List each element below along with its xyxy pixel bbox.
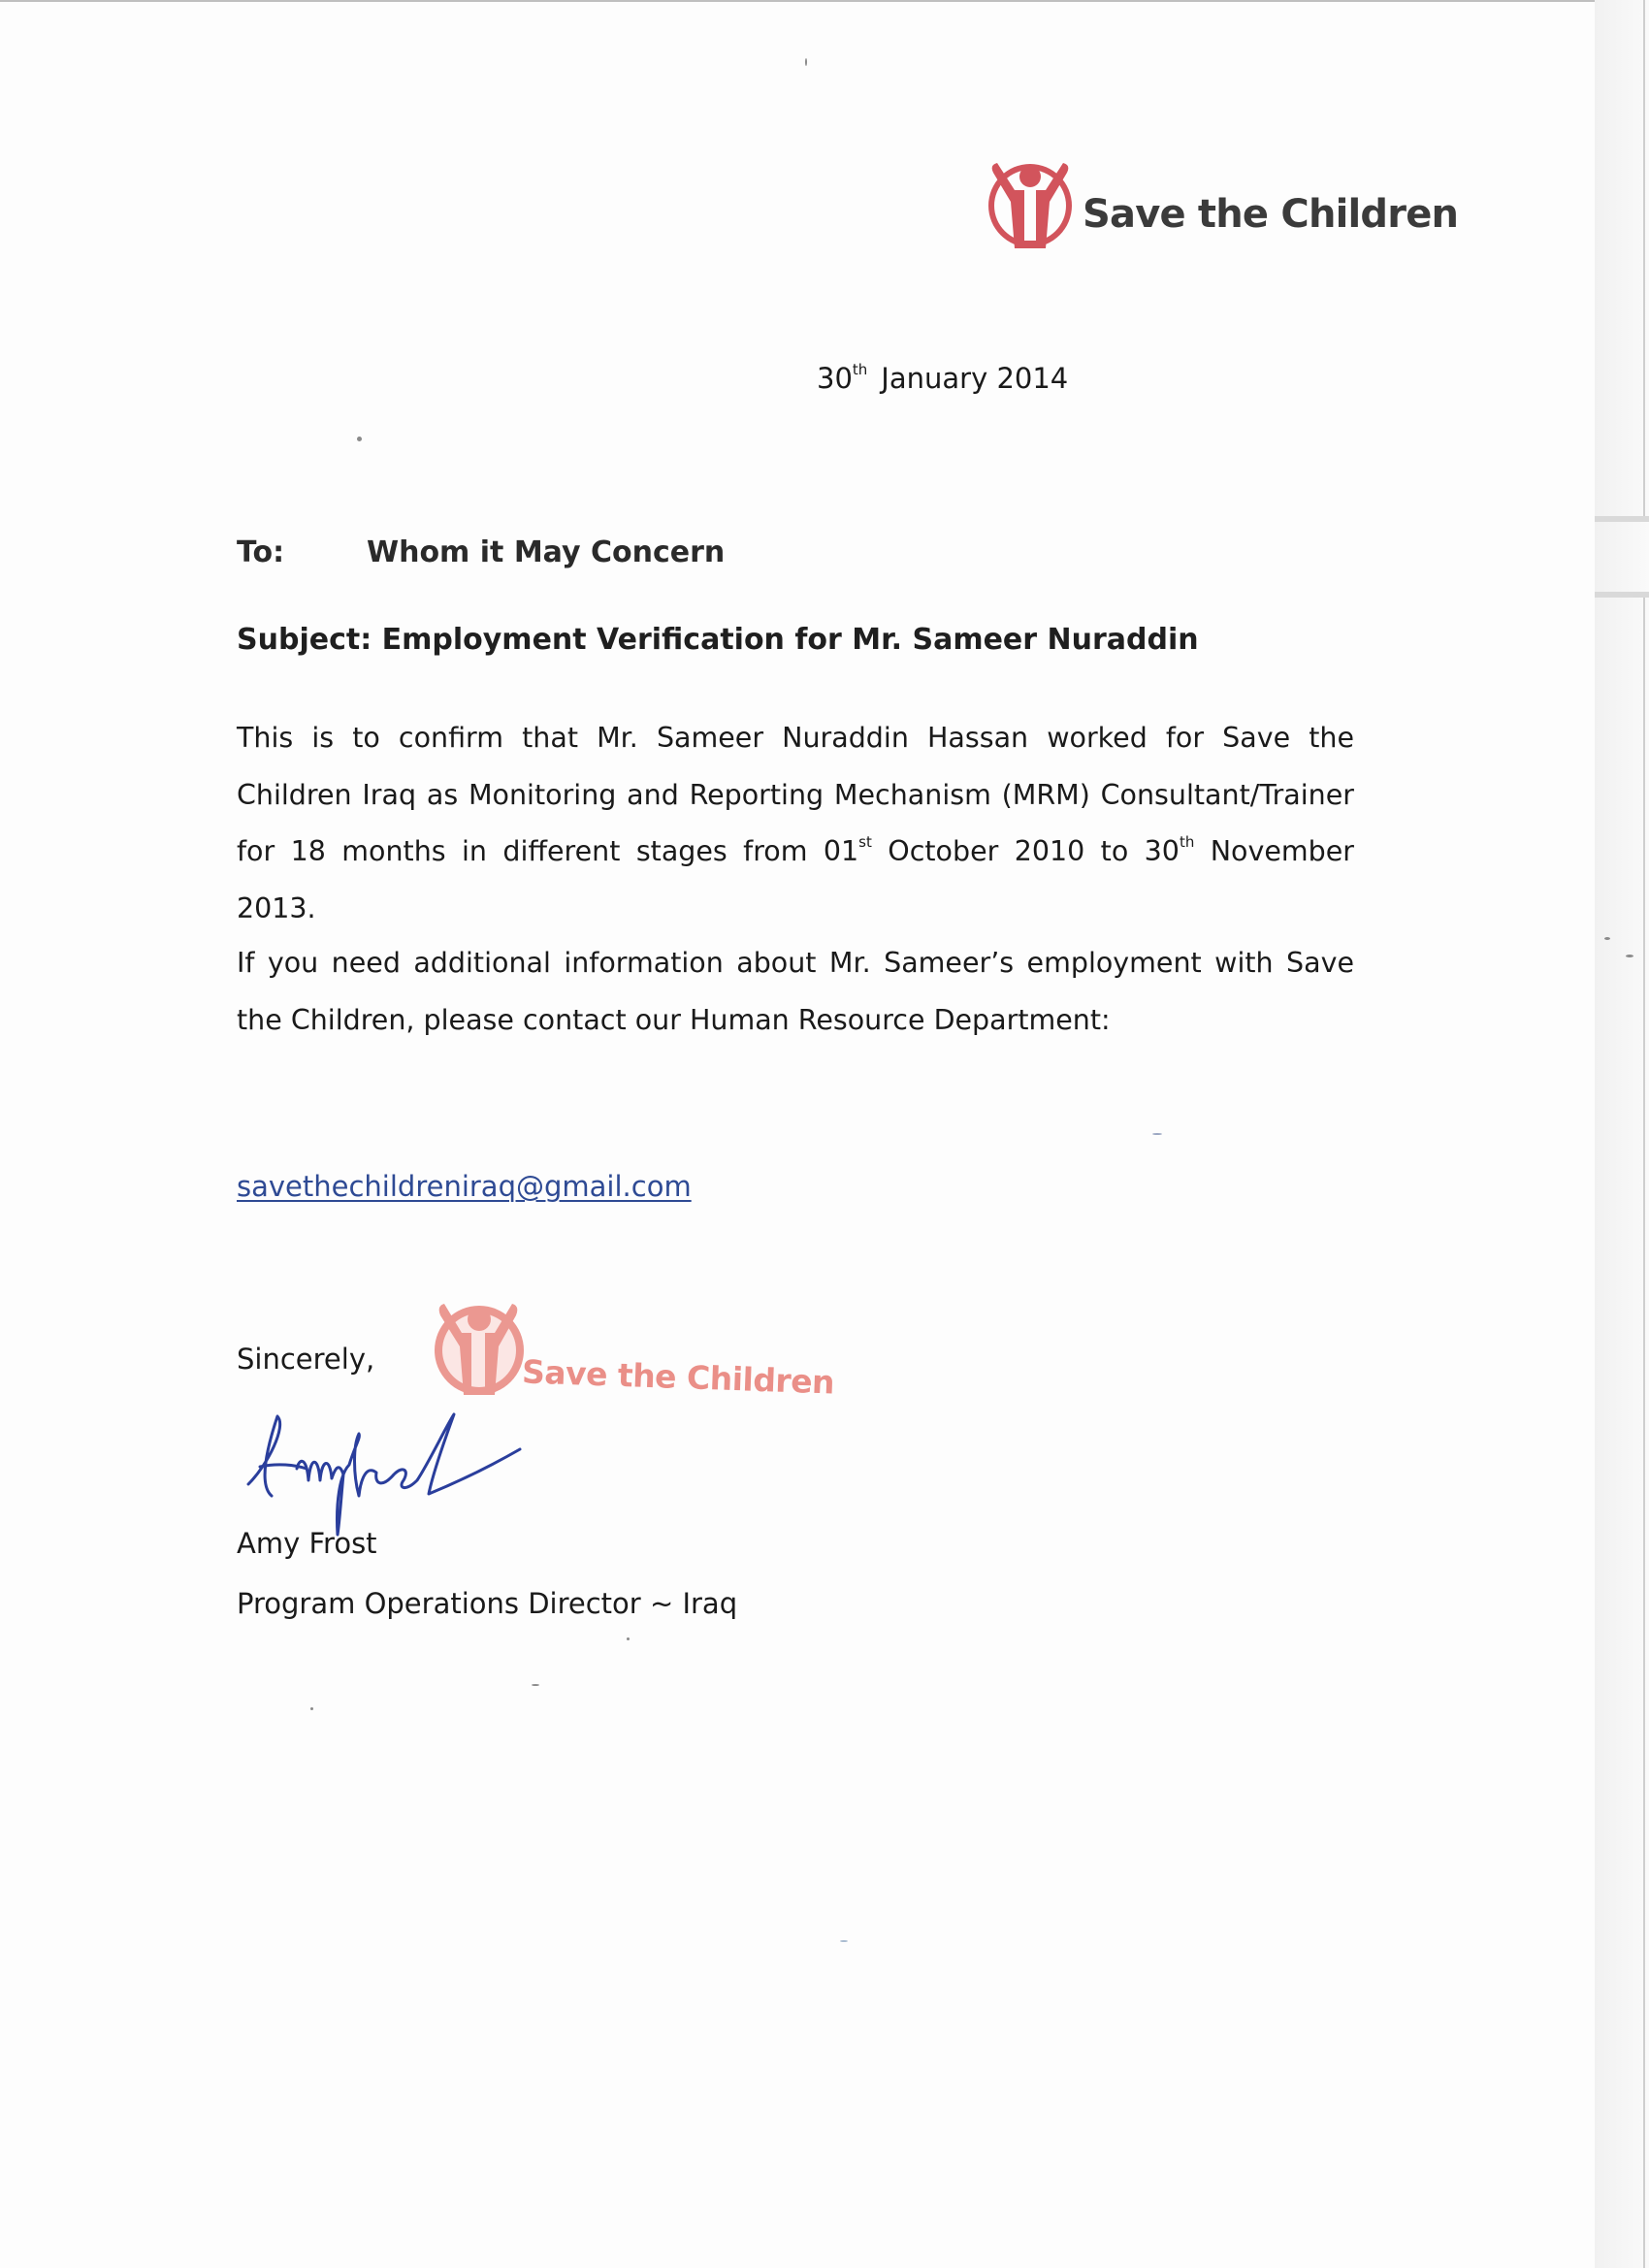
scan-speck — [357, 437, 362, 441]
scan-speck — [805, 58, 807, 66]
signer-name: Amy Frost — [237, 1527, 377, 1560]
organization-name: Save the Children — [1083, 192, 1459, 237]
scan-speck — [310, 1707, 313, 1710]
hr-email-link[interactable]: savethechildreniraq@gmail.com — [237, 1170, 692, 1203]
recipient-label: To: — [237, 535, 285, 569]
closing-salutation: Sincerely, — [237, 1343, 375, 1376]
scan-edge-right — [1595, 0, 1649, 2268]
scan-edge-line — [1643, 598, 1645, 2268]
scan-speck — [532, 1684, 539, 1686]
scan-speck — [1152, 1133, 1162, 1135]
scan-speck — [627, 1637, 630, 1640]
scan-edge-line — [1643, 0, 1645, 516]
letterhead-logo — [986, 151, 1459, 258]
child-emblem-icon — [986, 151, 1083, 258]
scan-speck — [1604, 937, 1610, 940]
letter-date: 30th January 2014 — [817, 361, 1069, 395]
scan-speck — [840, 1940, 848, 1942]
recipient-value: Whom it May Concern — [367, 535, 726, 569]
letter-subject: Subject: Employment Verification for Mr. Sameer Nuraddin — [237, 623, 1199, 657]
scan-edge-tab — [1595, 516, 1649, 522]
scan-edge-tab — [1595, 592, 1649, 598]
handwritten-signature — [239, 1387, 549, 1542]
scan-edge-top — [0, 0, 1595, 2]
signer-title: Program Operations Director ~ Iraq — [237, 1587, 738, 1620]
confirmation-paragraph: This is to confirm that Mr. Sameer Nuraddin Hassan worked for Save the Children Iraq as Monitoring and Reporting Mechanism (MRM) Consultant/Trainer for 18 months in different stages from 01st October 2010 to 30th November 2013. — [237, 722, 1354, 924]
scan-speck — [1626, 955, 1633, 957]
contact-paragraph: If you need additional information about Mr. Sameer’s employment with Save the Children, please contact our Human Resource Department: — [237, 947, 1354, 1036]
stamp-text: Save the Children — [521, 1352, 835, 1402]
